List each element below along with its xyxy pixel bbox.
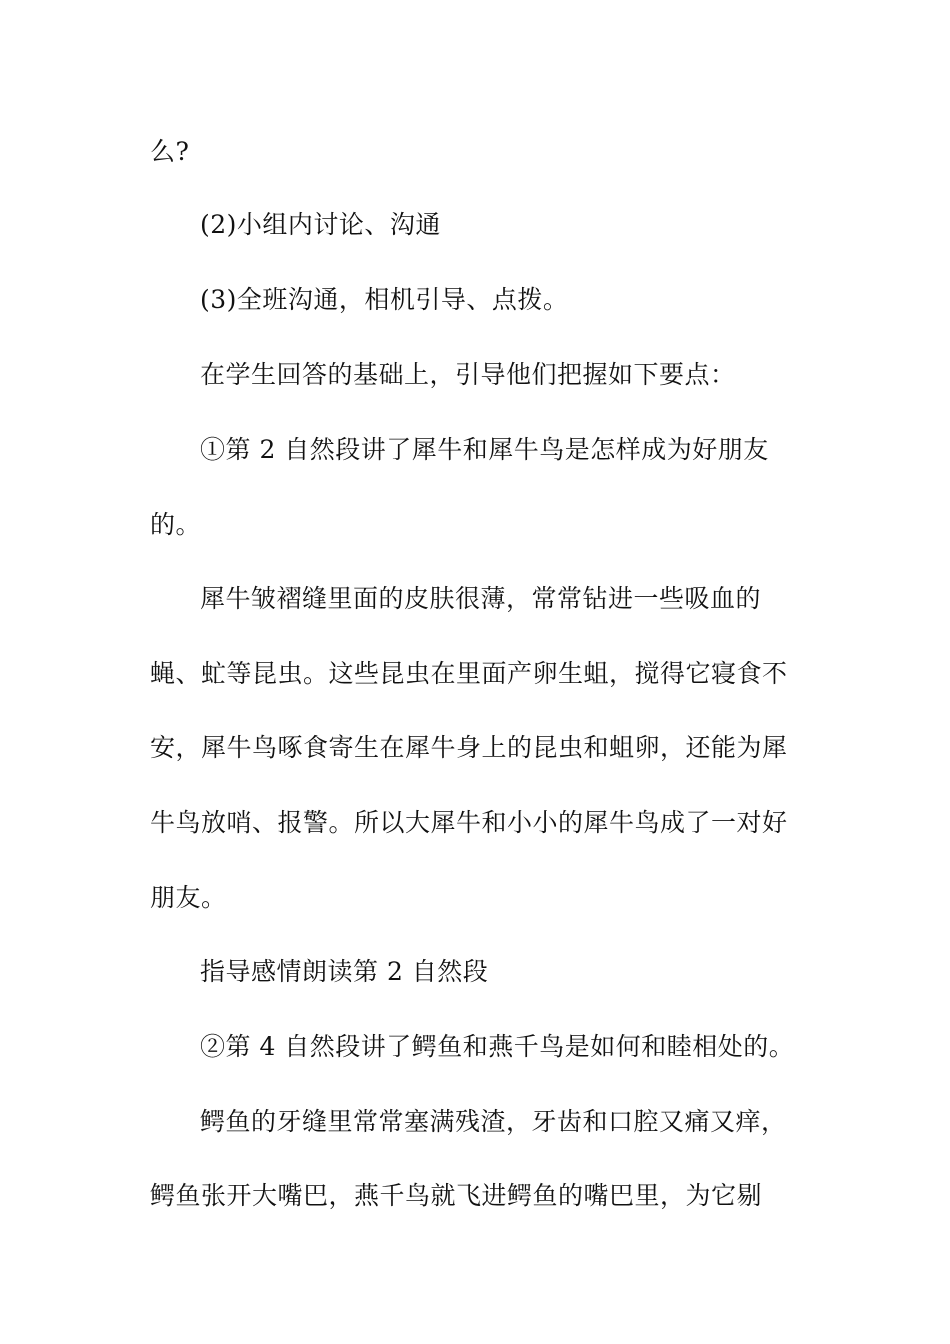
text-line: 鳄鱼的牙缝里常常塞满残渣，牙齿和口腔又痛又痒， <box>200 1107 787 1136</box>
text-line: 犀牛皱褶缝里面的皮肤很薄，常常钻进一些吸血的 <box>200 584 762 613</box>
text-line: ②第 4 自然段讲了鳄鱼和燕千鸟是如何和睦相处的。 <box>200 1032 795 1061</box>
text-line: (3)全班沟通，相机引导、点拨。 <box>200 285 569 314</box>
text-line: 朋友。 <box>150 883 227 912</box>
text-line: 牛鸟放哨、报警。所以大犀牛和小小的犀牛鸟成了一对好 <box>150 808 788 837</box>
text-line: 在学生回答的基础上，引导他们把握如下要点： <box>200 360 736 389</box>
text-line: 蝇、虻等昆虫。这些昆虫在里面产卵生蛆，搅得它寝食不 <box>150 659 788 688</box>
text-line: 指导感情朗读第 2 自然段 <box>200 957 489 986</box>
text-line: 的。 <box>150 510 202 539</box>
text-line: ①第 2 自然段讲了犀牛和犀牛鸟是怎样成为好朋友 <box>200 435 769 464</box>
text-line: 安，犀牛鸟啄食寄生在犀牛身上的昆虫和蛆卵，还能为犀 <box>150 733 788 762</box>
text-line: 鳄鱼张开大嘴巴，燕千鸟就飞进鳄鱼的嘴巴里，为它剔 <box>150 1181 763 1210</box>
text-line: (2)小组内讨论、沟通 <box>200 210 441 239</box>
text-line: 么? <box>150 137 190 166</box>
